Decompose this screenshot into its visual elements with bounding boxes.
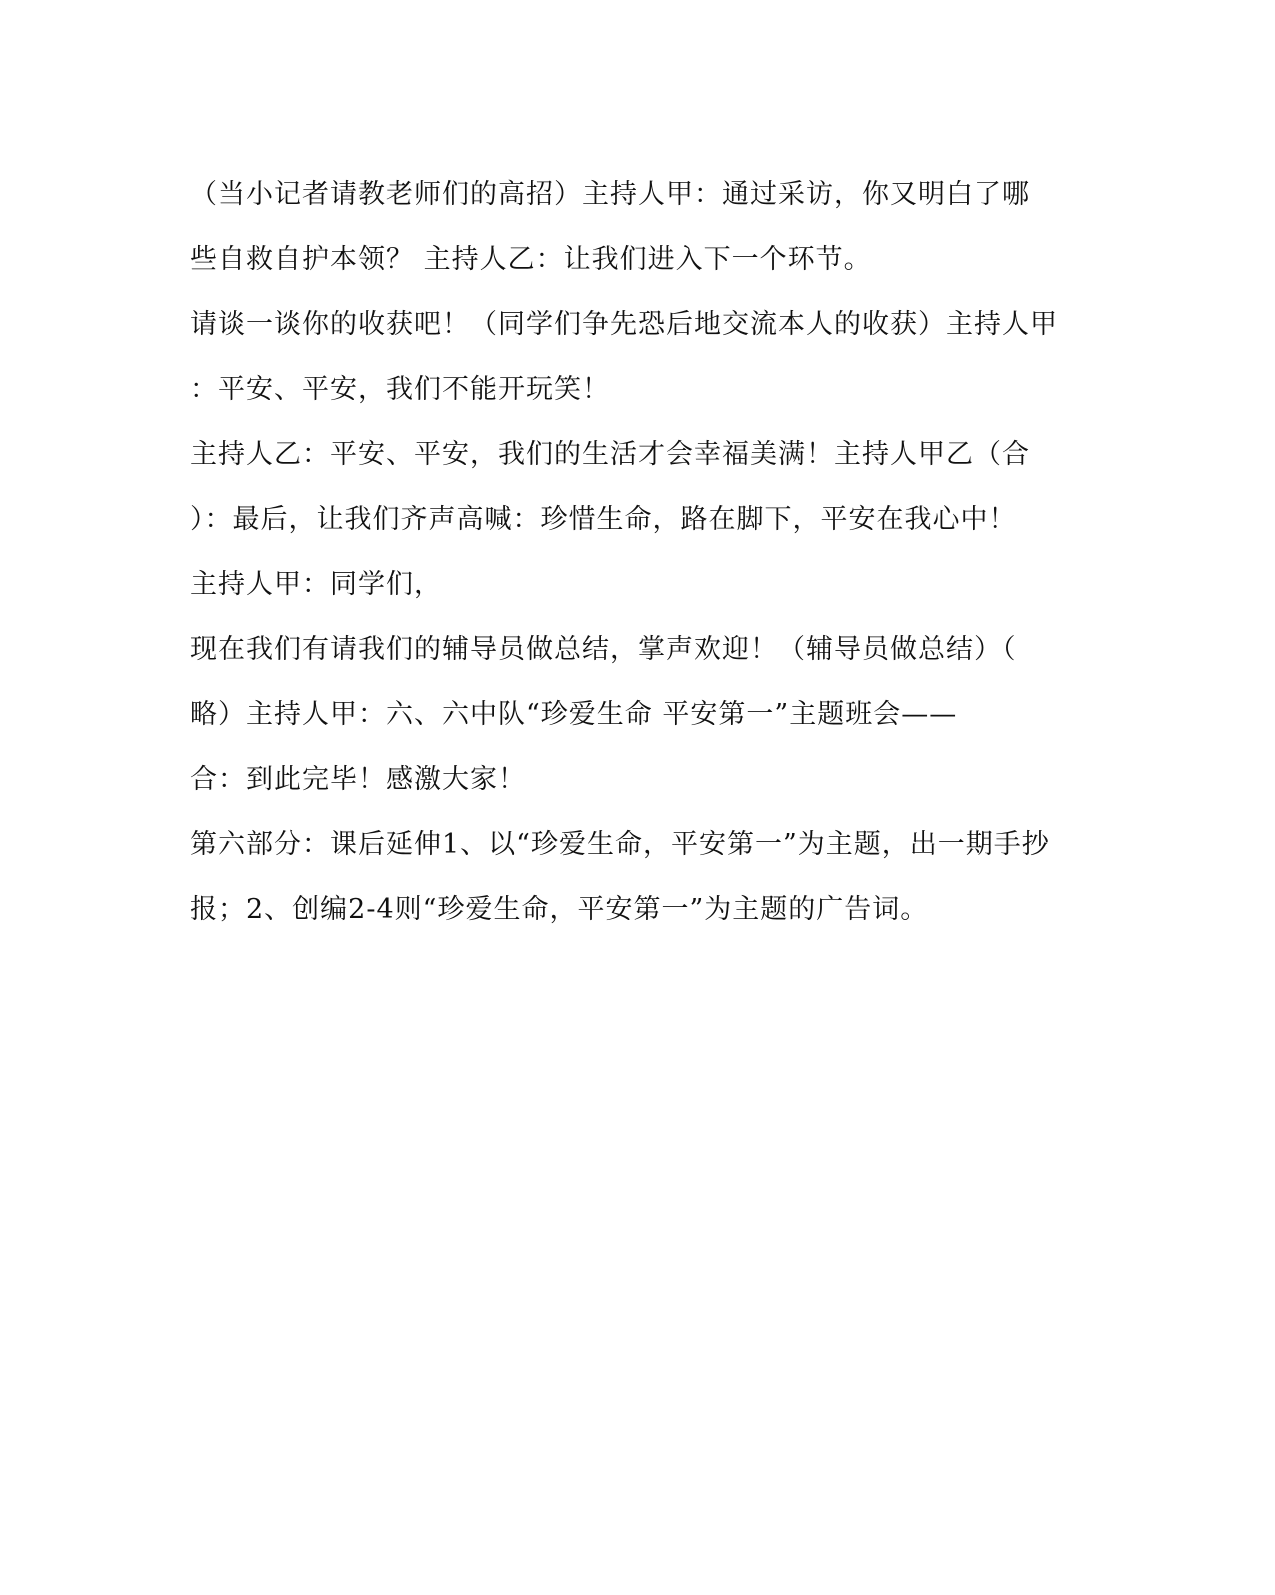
- text-line: ）：最后，让我们齐声高喊：珍惜生命，路在脚下，平安在我心中！: [190, 504, 1017, 535]
- text-line: 略）主持人甲：六、六中队“珍爱生命 平安第一”主题班会——: [190, 699, 958, 730]
- document-body: [190, 162, 1070, 942]
- text-line: （当小记者请教老师们的高招）主持人甲：通过采访，你又明白了哪: [190, 179, 1030, 210]
- text-line: 报；2、创编2-4则“珍爱生命，平安第一”为主题的广告词。: [190, 894, 929, 925]
- text-line: 现在我们有请我们的辅导员做总结，掌声欢迎！（辅导员做总结）（: [190, 634, 1017, 665]
- text-line: 些自救自护本领？ 主持人乙：让我们进入下一个环节。: [190, 244, 872, 275]
- text-line: 请谈一谈你的收获吧！（同学们争先恐后地交流本人的收获）主持人甲: [190, 309, 1058, 340]
- text-line: 主持人乙：平安、平安，我们的生活才会幸福美满！主持人甲乙（合: [190, 439, 1030, 470]
- text-line: ：平安、平安，我们不能开玩笑！: [190, 374, 610, 405]
- text-line: 合：到此完毕！感激大家！: [190, 764, 526, 795]
- text-line: 主持人甲：同学们，: [190, 569, 442, 600]
- text-line: 第六部分：课后延伸1、以“珍爱生命，平安第一”为主题，出一期手抄: [190, 829, 1050, 860]
